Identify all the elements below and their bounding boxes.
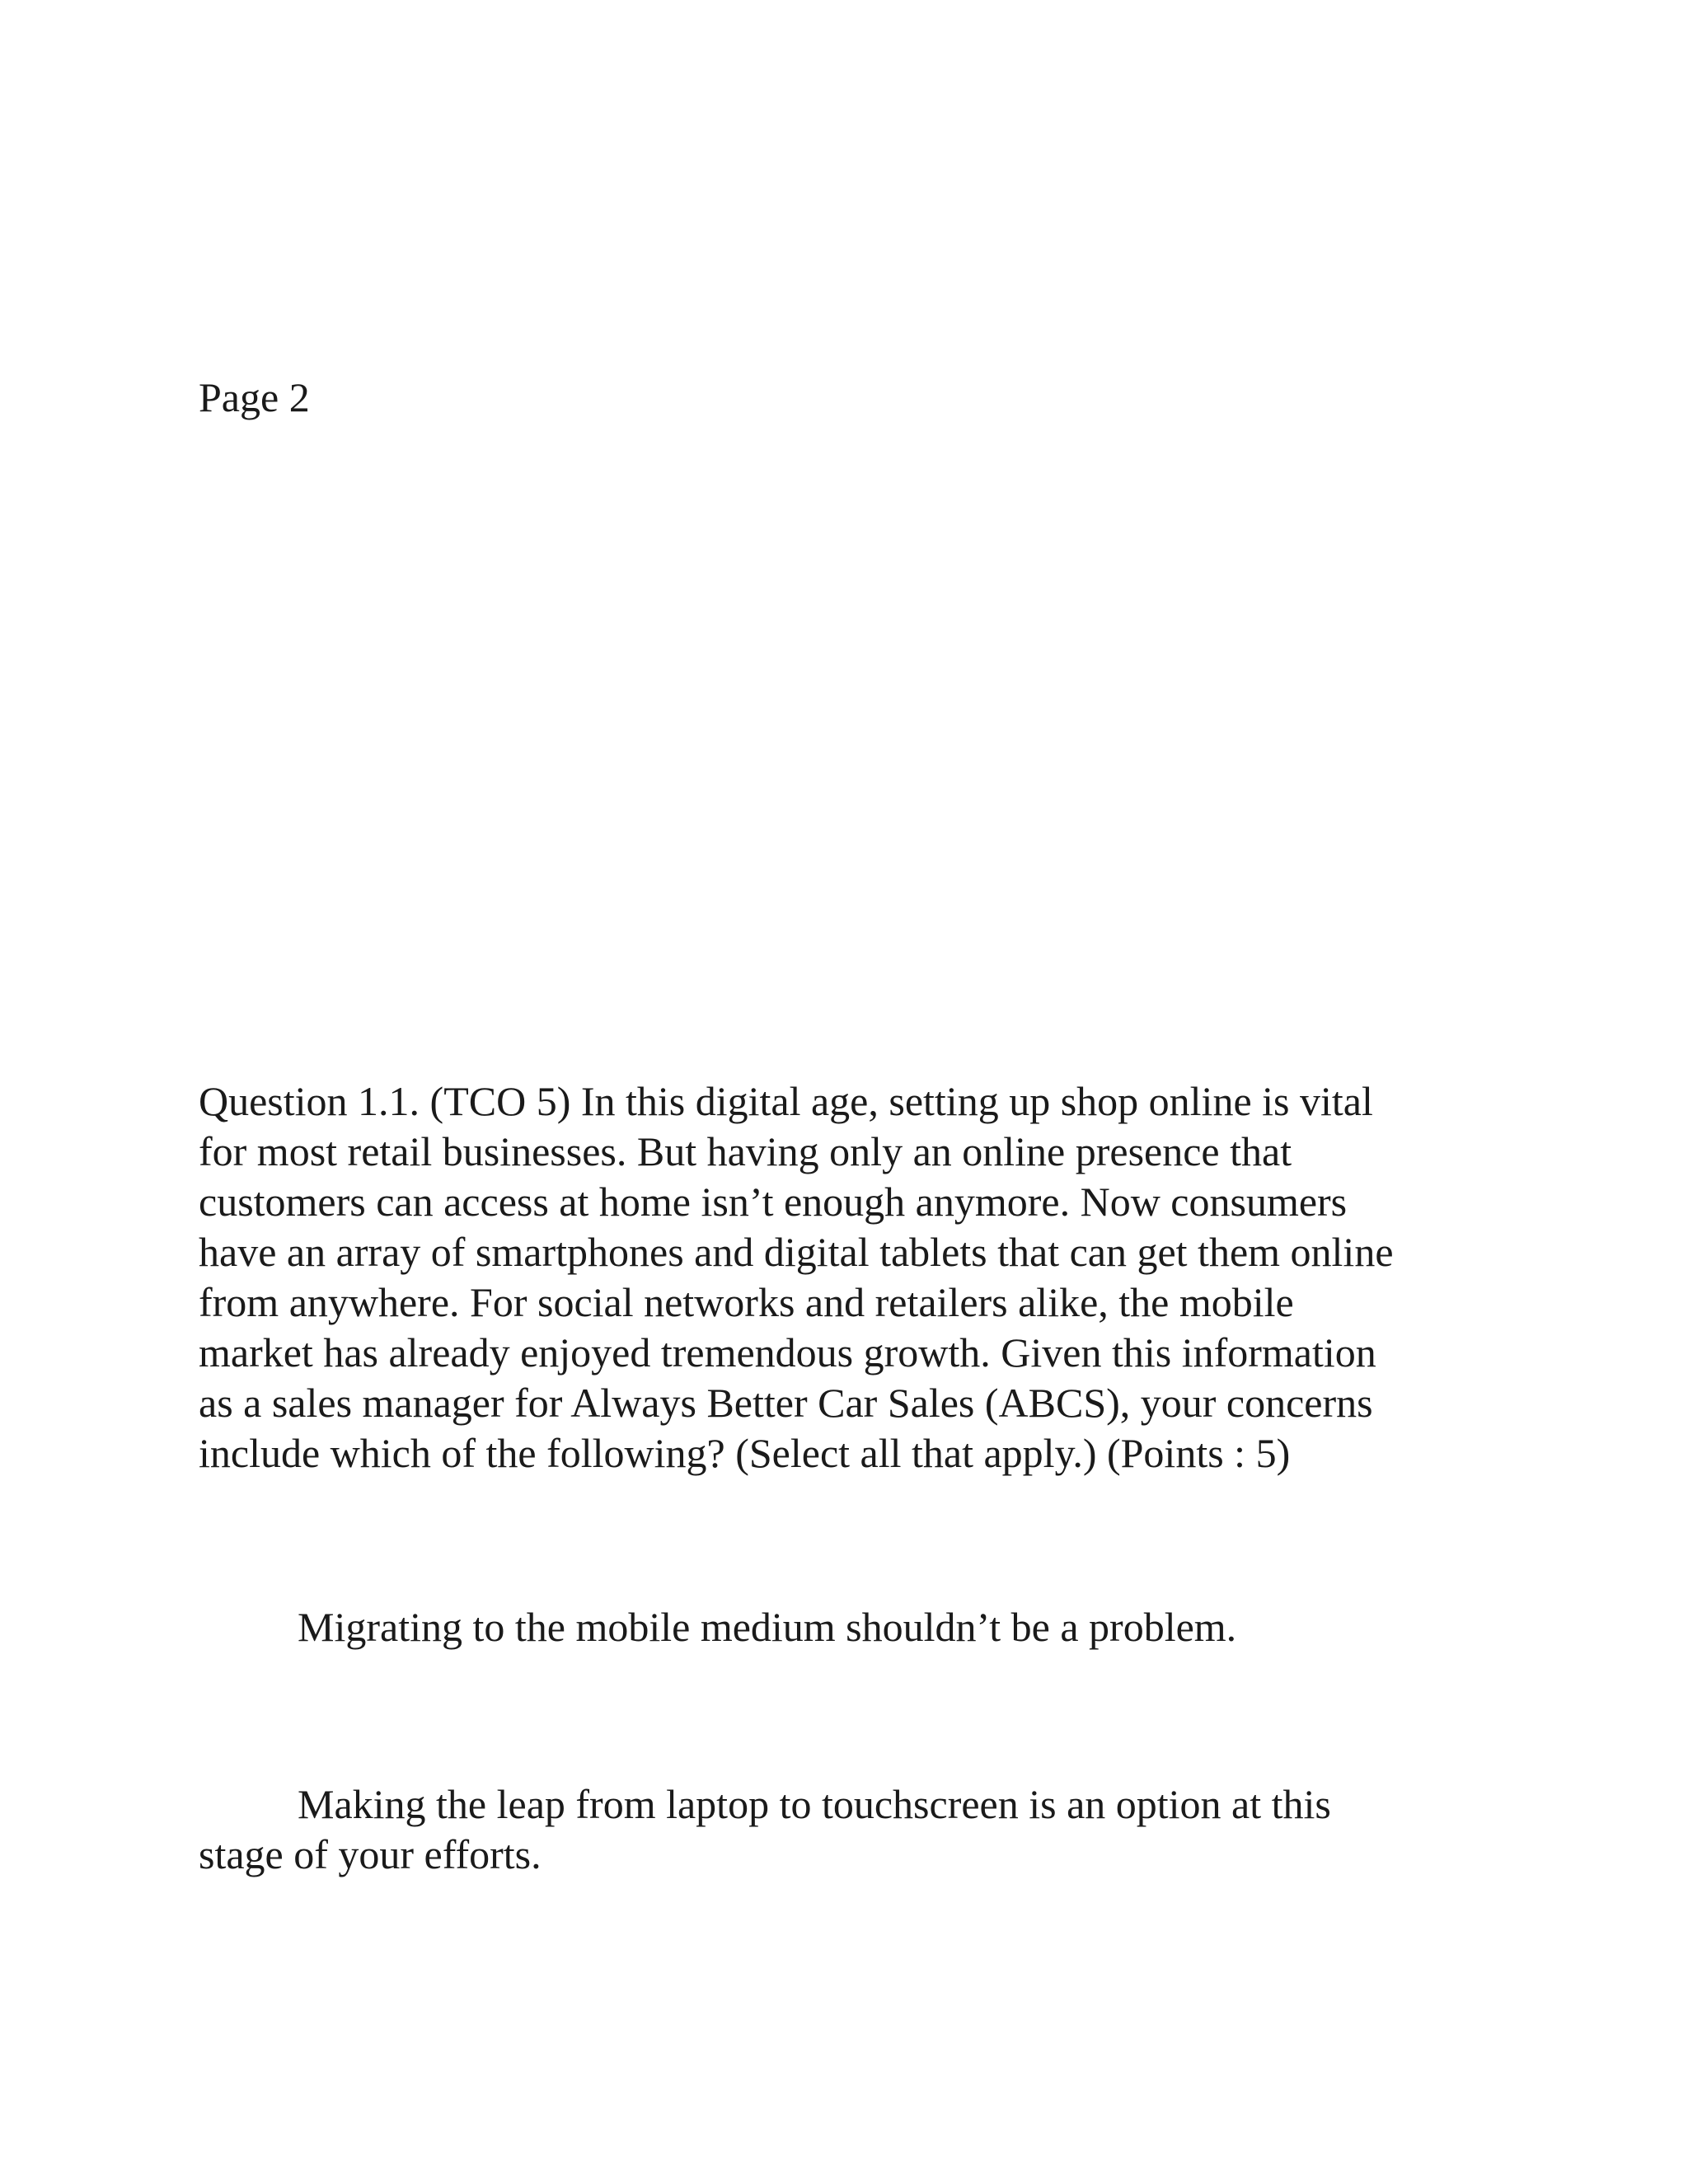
answer-option-text: Migrating to the mobile medium shouldn’t be a problem.	[298, 1604, 1237, 1650]
answer-option-1[interactable]	[199, 1602, 1484, 1652]
answer-option-text: stage of your efforts.	[199, 1831, 542, 1877]
question-line: as a sales manager for Always Better Car Sales (ABCS), your concerns	[199, 1380, 1373, 1426]
question-line: for most retail businesses. But having only an online presence that	[199, 1128, 1292, 1174]
question-line: have an array of smartphones and digital tablets that can get them online	[199, 1229, 1394, 1275]
question-line: market has already enjoyed tremendous growth. Given this information	[199, 1329, 1376, 1376]
page-number: Page 2	[199, 374, 310, 420]
answer-option-text: Making the leap from laptop to touchscreen is an option at this	[298, 1781, 1331, 1827]
question-line: include which of the following? (Select all that apply.) (Points : 5)	[199, 1430, 1291, 1476]
question-line: Question 1.1. (TCO 5) In this digital age, setting up shop online is vital	[199, 1078, 1373, 1124]
answer-option-2[interactable]	[199, 1779, 1484, 1880]
question-line: customers can access at home isn’t enough anymore. Now consumers	[199, 1179, 1348, 1225]
question-text	[199, 1076, 1484, 1479]
question-line: from anywhere. For social networks and retailers alike, the mobile	[199, 1279, 1294, 1325]
